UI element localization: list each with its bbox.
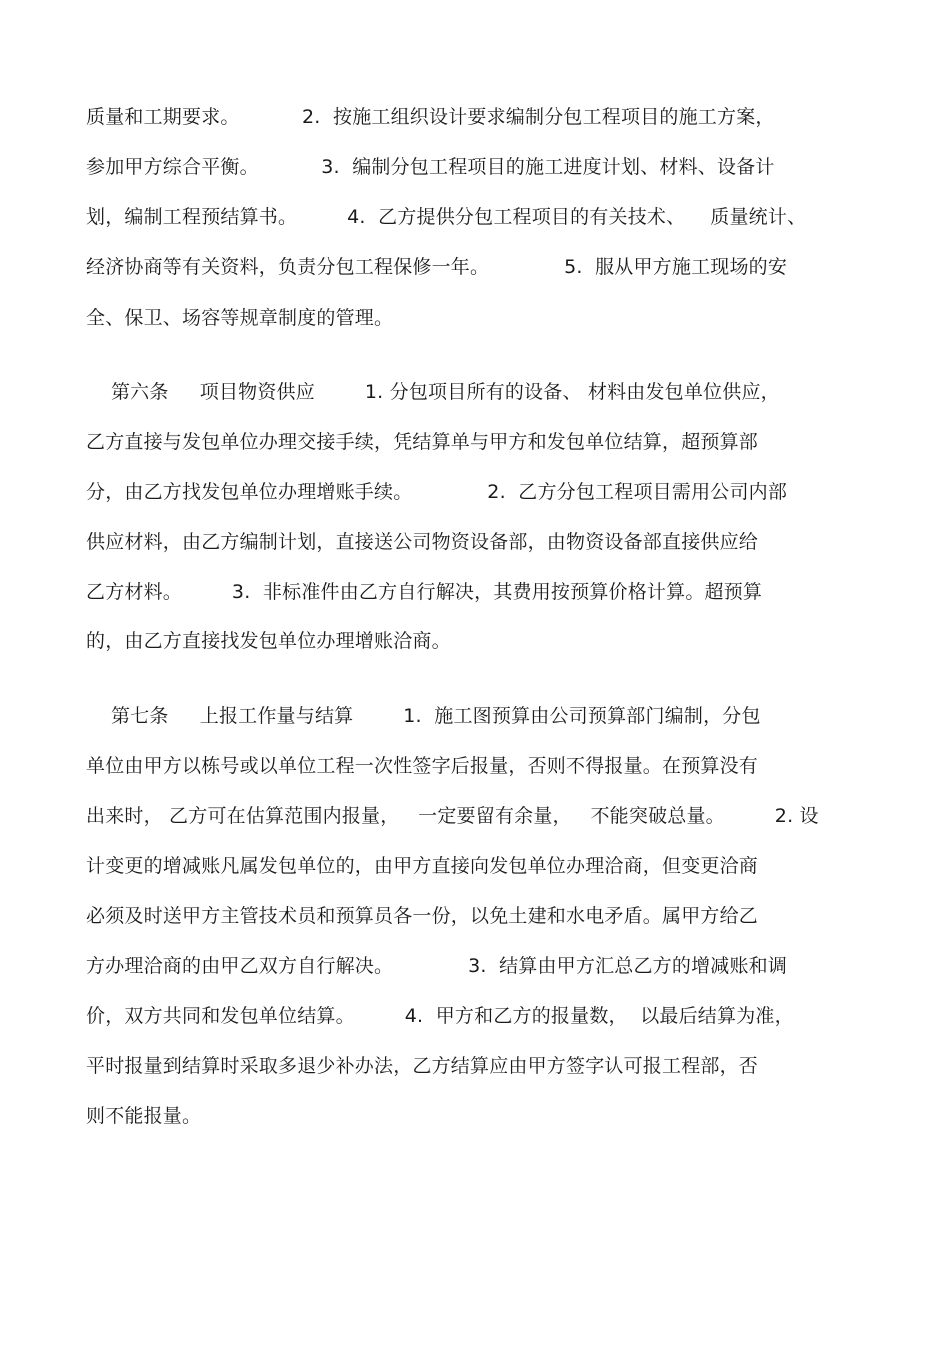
body-line-11: 的，由乙方直接找发包单位办理增账洽商。 <box>86 630 451 652</box>
body-line-16: 必须及时送甲方主管技术员和预算员各一份，以免土建和水电矛盾。属甲方给乙 <box>86 905 759 927</box>
body-line-8: 分，由乙方找发包单位办理增账手续。 2. 乙方分包工程项目需用公司内部 <box>86 481 788 503</box>
body-line-15: 计变更的增减账凡属发包单位的，由甲方直接向发包单位办理洽商，但变更洽商 <box>86 855 759 877</box>
body-line-13: 单位由甲方以栋号或以单位工程一次性签字后报量，否则不得报量。在预算没有 <box>86 755 759 777</box>
article-7-heading-line: 第七条 上报工作量与结算 1. 施工图预算由公司预算部门编制，分包 <box>86 705 761 727</box>
body-line-5: 全、保卫、场容等规章制度的管理。 <box>86 307 394 329</box>
body-line-19: 平时报量到结算时采取多退少补办法，乙方结算应由甲方签字认可报工程部，否 <box>86 1055 759 1077</box>
body-line-7: 乙方直接与发包单位办理交接手续，凭结算单与甲方和发包单位结算，超预算部 <box>86 431 759 453</box>
body-line-10: 乙方材料。 3. 非标准件由乙方自行解决，其费用按预算价格计算。超预算 <box>86 581 763 603</box>
body-line-14: 出来时， 乙方可在估算范围内报量， 一定要留有余量， 不能突破总量。 2. 设 <box>86 805 819 827</box>
body-line-2: 参加甲方综合平衡。 3. 编制分包工程项目的施工进度计划、材料、设备计 <box>86 156 775 178</box>
body-line-3: 划，编制工程预结算书。 4. 乙方提供分包工程项目的有关技术、 质量统计、 <box>86 206 807 228</box>
body-line-4: 经济协商等有关资料，负责分包工程保修一年。 5. 服从甲方施工现场的安 <box>86 256 788 278</box>
body-line-20: 则不能报量。 <box>86 1105 202 1127</box>
body-line-1: 质量和工期要求。 2. 按施工组织设计要求编制分包工程项目的施工方案， <box>86 106 775 128</box>
article-6-heading-line: 第六条 项目物资供应 1. 分包项目所有的设备、 材料由发包单位供应， <box>86 381 780 403</box>
body-line-9: 供应材料，由乙方编制计划，直接送公司物资设备部，由物资设备部直接供应给 <box>86 531 759 553</box>
body-line-17: 方办理洽商的由甲乙双方自行解决。 3. 结算由甲方汇总乙方的增减账和调 <box>86 955 788 977</box>
body-line-18: 价，双方共同和发包单位结算。 4. 甲方和乙方的报量数， 以最后结算为准， <box>86 1005 794 1027</box>
